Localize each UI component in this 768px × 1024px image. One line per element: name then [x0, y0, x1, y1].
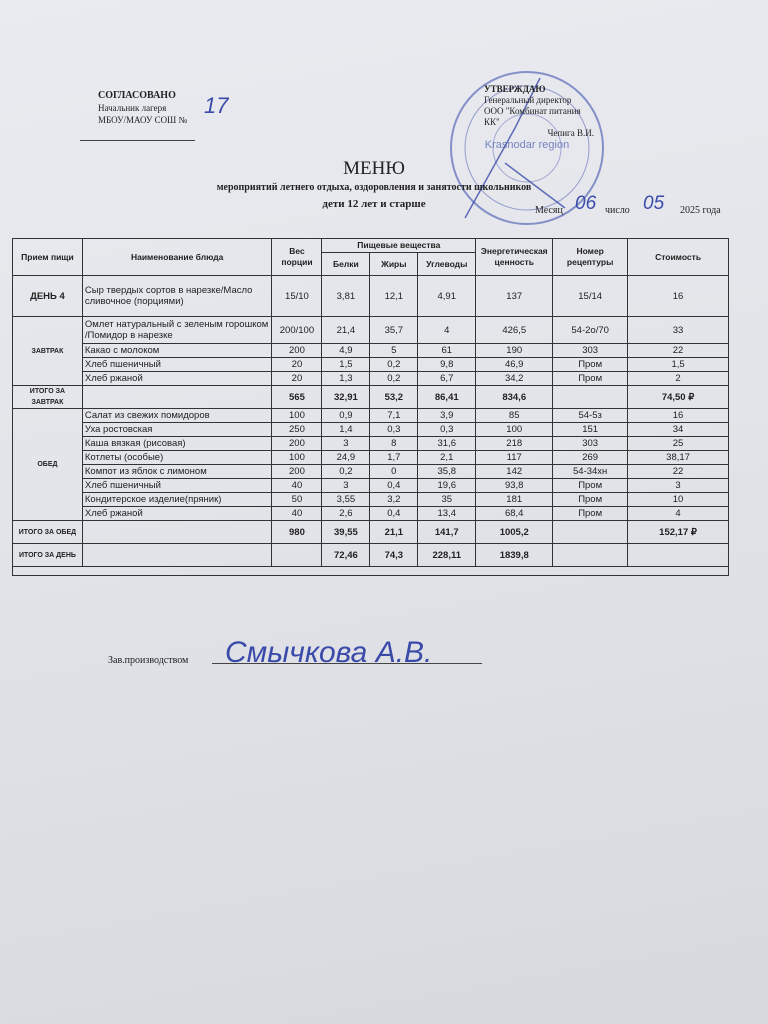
- fat-cell: 53,2: [370, 386, 418, 409]
- protein-cell: 3: [322, 479, 370, 493]
- cost-cell: 22: [628, 465, 729, 479]
- carbs-cell: 61: [418, 344, 476, 358]
- recipe-cell: Пром: [553, 507, 628, 521]
- carbs-cell: 35,8: [418, 465, 476, 479]
- energy-cell: 93,8: [476, 479, 553, 493]
- dish-name: Хлеб пшеничный: [82, 479, 272, 493]
- header-recipe: Номер рецептуры: [553, 239, 628, 276]
- day-label: ДЕНЬ 4: [13, 276, 83, 317]
- table-row: [13, 479, 729, 493]
- fat-cell: 1,7: [370, 451, 418, 465]
- protein-cell: 39,55: [322, 521, 370, 544]
- fat-cell: 7,1: [370, 409, 418, 423]
- cost-cell: 16: [628, 276, 729, 317]
- table-row: [13, 409, 729, 423]
- header-carbs: Углеводы: [418, 253, 476, 276]
- energy-cell: 68,4: [476, 507, 553, 521]
- header-fat: Жиры: [370, 253, 418, 276]
- weight-cell: 20: [272, 358, 322, 372]
- dish-name: Хлеб пшеничный: [82, 358, 272, 372]
- section-label-breakfast: ЗАВТРАК: [13, 317, 83, 386]
- energy-cell: 181: [476, 493, 553, 507]
- confirmation-line-1: Генеральный директор: [484, 95, 572, 105]
- school-number: 17: [204, 93, 229, 118]
- protein-cell: 3,81: [322, 276, 370, 317]
- header-energy: Энергетическая ценность: [476, 239, 553, 276]
- energy-cell: 85: [476, 409, 553, 423]
- cost-cell: 34: [628, 423, 729, 437]
- cost-cell: 33: [628, 317, 729, 344]
- cost-cell: 22: [628, 344, 729, 358]
- approval-title: СОГЛАСОВАНО: [98, 90, 176, 101]
- fat-cell: 0,4: [370, 479, 418, 493]
- carbs-cell: 31,6: [418, 437, 476, 451]
- recipe-cell: 15/14: [553, 276, 628, 317]
- approval-signature-line: [80, 140, 195, 141]
- protein-cell: 21,4: [322, 317, 370, 344]
- fat-cell: 74,3: [370, 544, 418, 567]
- recipe-cell: Пром: [553, 493, 628, 507]
- protein-cell: 0,9: [322, 409, 370, 423]
- protein-cell: 1,3: [322, 372, 370, 386]
- table-row: [13, 423, 729, 437]
- carbs-cell: 228,11: [418, 544, 476, 567]
- table-row: [13, 465, 729, 479]
- cost-cell: 74,50 ₽: [628, 386, 729, 409]
- empty-cell: [553, 544, 628, 567]
- date-line: [535, 193, 735, 216]
- month-value: 06: [575, 193, 597, 214]
- day-total-label: ИТОГО ЗА ДЕНЬ: [13, 544, 83, 567]
- weight-cell: 980: [272, 521, 322, 544]
- weight-cell: 20: [272, 372, 322, 386]
- document-audience: дети 12 лет и старше: [322, 198, 426, 210]
- confirmation-line-3: Чепига В.И.: [547, 128, 594, 138]
- dish-name: Кондитерское изделие(пряник): [82, 493, 272, 507]
- day-label: число: [605, 205, 630, 216]
- energy-cell: 34,2: [476, 372, 553, 386]
- carbs-cell: 9,8: [418, 358, 476, 372]
- fat-cell: 3,2: [370, 493, 418, 507]
- carbs-cell: 19,6: [418, 479, 476, 493]
- protein-cell: 32,91: [322, 386, 370, 409]
- dish-name: Салат из свежих помидоров: [82, 409, 272, 423]
- protein-cell: 4,9: [322, 344, 370, 358]
- table-row: [13, 317, 729, 344]
- cost-cell: 25: [628, 437, 729, 451]
- carbs-cell: 86,41: [418, 386, 476, 409]
- empty-cell: [272, 544, 322, 567]
- energy-cell: 190: [476, 344, 553, 358]
- energy-cell: 100: [476, 423, 553, 437]
- producer-label: Зав.производством: [108, 655, 189, 666]
- header-meal: Прием пищи: [13, 239, 83, 276]
- recipe-cell: Пром: [553, 479, 628, 493]
- protein-cell: 3,55: [322, 493, 370, 507]
- fat-cell: 8: [370, 437, 418, 451]
- day-value: 05: [643, 193, 665, 214]
- carbs-cell: 3,9: [418, 409, 476, 423]
- dish-name: Хлеб ржаной: [82, 372, 272, 386]
- cost-cell: 1,5: [628, 358, 729, 372]
- energy-cell: 426,5: [476, 317, 553, 344]
- table-row: [13, 344, 729, 358]
- recipe-cell: 54-5з: [553, 409, 628, 423]
- weight-cell: 200: [272, 344, 322, 358]
- weight-cell: 250: [272, 423, 322, 437]
- weight-cell: 15/10: [272, 276, 322, 317]
- table-row: [13, 437, 729, 451]
- recipe-cell: Пром: [553, 372, 628, 386]
- protein-cell: 0,2: [322, 465, 370, 479]
- carbs-cell: 6,7: [418, 372, 476, 386]
- weight-cell: 200/100: [272, 317, 322, 344]
- weight-cell: 40: [272, 507, 322, 521]
- table-row: [13, 507, 729, 521]
- recipe-cell: 54-34хн: [553, 465, 628, 479]
- signature-text: Смычкова А.В.: [225, 636, 433, 669]
- protein-cell: 24,9: [322, 451, 370, 465]
- section-label-lunch: ОБЕД: [13, 409, 83, 521]
- dish-name: Котлеты (особые): [82, 451, 272, 465]
- weight-cell: 565: [272, 386, 322, 409]
- recipe-cell: 303: [553, 344, 628, 358]
- confirmation-block: [484, 84, 594, 139]
- energy-cell: 1005,2: [476, 521, 553, 544]
- fat-cell: 0,3: [370, 423, 418, 437]
- confirmation-line-2: ООО "Комбинат питания КК": [484, 106, 581, 127]
- table-row: [13, 451, 729, 465]
- table-spacer-row: [13, 567, 729, 576]
- energy-cell: 142: [476, 465, 553, 479]
- fat-cell: 0,2: [370, 358, 418, 372]
- header-weight: Вес порции: [272, 239, 322, 276]
- cost-cell: 3: [628, 479, 729, 493]
- dish-name: Компот из яблок с лимоном: [82, 465, 272, 479]
- table-row-total: [13, 386, 729, 409]
- carbs-cell: 0,3: [418, 423, 476, 437]
- document-title: МЕНЮ: [343, 158, 405, 179]
- weight-cell: 200: [272, 437, 322, 451]
- carbs-cell: 4: [418, 317, 476, 344]
- approval-line-2: МБОУ/МАОУ СОШ №: [98, 115, 188, 125]
- empty-cell: [628, 544, 729, 567]
- fat-cell: 0,4: [370, 507, 418, 521]
- table-row-total: [13, 521, 729, 544]
- dish-name: Какао с молоком: [82, 344, 272, 358]
- protein-cell: 3: [322, 437, 370, 451]
- empty-cell: [553, 521, 628, 544]
- dish-name: Омлет натуральный с зеленым горошком /Помидор в нарезке: [82, 317, 272, 344]
- dish-name: Уха ростовская: [82, 423, 272, 437]
- year-label: 2025 года: [680, 205, 721, 216]
- confirmation-title: УТВЕРЖДАЮ: [484, 84, 546, 94]
- approval-block: [98, 90, 229, 126]
- table-row-total: [13, 544, 729, 567]
- fat-cell: 35,7: [370, 317, 418, 344]
- seal-text: Krasnodar region: [484, 139, 570, 151]
- recipe-cell: 269: [553, 451, 628, 465]
- spacer-cell: [13, 567, 729, 576]
- empty-cell: [82, 386, 272, 409]
- weight-cell: 100: [272, 451, 322, 465]
- carbs-cell: 141,7: [418, 521, 476, 544]
- protein-cell: 72,46: [322, 544, 370, 567]
- breakfast-total-label: ИТОГО ЗА ЗАВТРАК: [13, 386, 83, 409]
- energy-cell: 137: [476, 276, 553, 317]
- energy-cell: 834,6: [476, 386, 553, 409]
- table-row: [13, 358, 729, 372]
- table-header-row: [13, 239, 729, 253]
- recipe-cell: 303: [553, 437, 628, 451]
- cost-cell: 16: [628, 409, 729, 423]
- protein-cell: 1,4: [322, 423, 370, 437]
- weight-cell: 50: [272, 493, 322, 507]
- month-label: Месяц: [535, 205, 563, 216]
- carbs-cell: 4,91: [418, 276, 476, 317]
- carbs-cell: 2,1: [418, 451, 476, 465]
- recipe-cell: Пром: [553, 358, 628, 372]
- energy-cell: 46,9: [476, 358, 553, 372]
- fat-cell: 0: [370, 465, 418, 479]
- cost-cell: 152,17 ₽: [628, 521, 729, 544]
- protein-cell: 1,5: [322, 358, 370, 372]
- dish-name: Хлеб ржаной: [82, 507, 272, 521]
- recipe-cell: 54-2о/70: [553, 317, 628, 344]
- fat-cell: 5: [370, 344, 418, 358]
- energy-cell: 117: [476, 451, 553, 465]
- carbs-cell: 13,4: [418, 507, 476, 521]
- lunch-total-label: ИТОГО ЗА ОБЕД: [13, 521, 83, 544]
- recipe-cell: 151: [553, 423, 628, 437]
- handwritten-signature: [225, 628, 495, 673]
- dish-name: Каша вязкая (рисовая): [82, 437, 272, 451]
- header-dish: Наименование блюда: [82, 239, 272, 276]
- energy-cell: 1839,8: [476, 544, 553, 567]
- empty-cell: [553, 386, 628, 409]
- header-protein: Белки: [322, 253, 370, 276]
- header-cost: Стоимость: [628, 239, 729, 276]
- table-row: [13, 493, 729, 507]
- protein-cell: 2,6: [322, 507, 370, 521]
- table-row: [13, 276, 729, 317]
- cost-cell: 10: [628, 493, 729, 507]
- empty-cell: [82, 521, 272, 544]
- fat-cell: 0,2: [370, 372, 418, 386]
- fat-cell: 12,1: [370, 276, 418, 317]
- empty-cell: [82, 544, 272, 567]
- weight-cell: 40: [272, 479, 322, 493]
- weight-cell: 100: [272, 409, 322, 423]
- fat-cell: 21,1: [370, 521, 418, 544]
- carbs-cell: 35: [418, 493, 476, 507]
- dish-name: Сыр твердых сортов в нарезке/Масло сливочное (порциями): [82, 276, 272, 317]
- weight-cell: 200: [272, 465, 322, 479]
- menu-table: [12, 238, 729, 576]
- cost-cell: 38,17: [628, 451, 729, 465]
- header-nutrients: Пищевые вещества: [322, 239, 476, 253]
- energy-cell: 218: [476, 437, 553, 451]
- document-subtitle: мероприятий летнего отдыха, оздоровления и занятости школьников: [216, 182, 532, 193]
- cost-cell: 2: [628, 372, 729, 386]
- cost-cell: 4: [628, 507, 729, 521]
- approval-line-1: Начальник лагеря: [98, 103, 167, 113]
- table-row: [13, 372, 729, 386]
